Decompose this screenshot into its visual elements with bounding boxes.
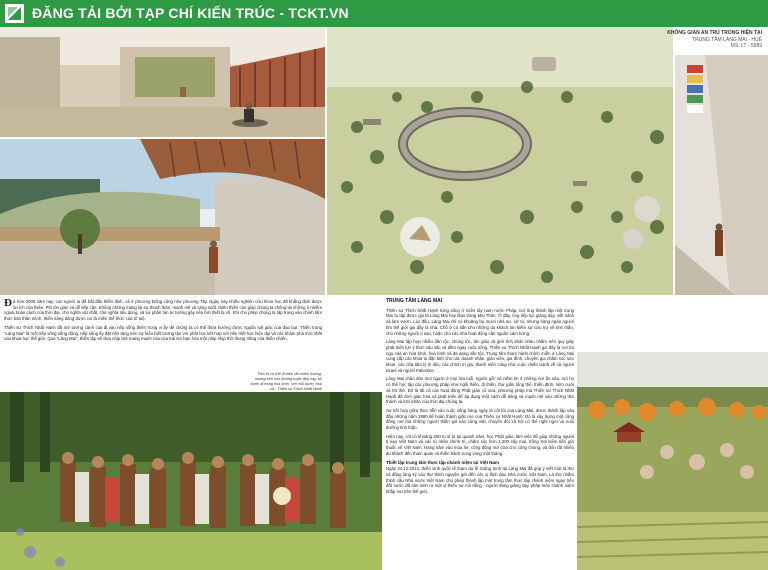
intro-text [4,299,322,345]
article-paragraph-4: Sự kết hợp giữa thực tiễn vào cuộc sống hàng ngày là cốt lõi của Làng Mai, được thành lập vào đầu những năm 1980 để hoàn thành giấc mơ của Thiền sư Nhất Hạnh: Đó là xây dựng một cộng đồng nơi mà những người thiền giả vào cùng việc chuyển đổi xã hội có thể nghỉ ngơi và nuôi dưỡng tinh thần. [386,407,574,431]
article-heading: TRUNG TÂM LÀNG MAI [386,298,443,304]
intro-dropcap: Đ [4,297,12,309]
article-paragraph-6: Ngày 24.12.2013, thiền sinh quốc tế tham dự lễ Giáng Sinh tại Làng Mai đã góp ý viết một lá thư và đồng lòng ký vào thư thỉnh nguyện gửi đến các vị lãnh đạo Nhà nước Việt Nam. Lá thư nhằm thỉnh cầu Nhà nước Việt Nam cho phép thành lập một trung tâm thực tập chánh niệm ngay trên đất nước đã sản sinh ra một vị thiền sư nổi tiếng - người đang giảng dạy pháp môn chánh niệm khắp nơi trên thế giới. [386,466,574,495]
photo-caption: Tâm trí có thể đi theo rất nhiều hướng, nhưng trên con đường tuyệt đẹp này, tôi bước đi trong hòa bình. Với mỗi bước, hoa nở - Thiền sư Thích Nhất Hạnh [250,372,322,391]
article-paragraph-5: Hiện nay, chỉ có khoảng 200 tu sĩ tu tại quanh năm, học Phật giáo, làm việc để giúp những người tị nạn Việt Nam và các tù nhân chính trị, chăm sóc hơn 1.200 cây mai, trồng trọt kiểm tiền gửi thuốc về Việt Nam. Hàng năm vào mùa hè, cộng đồng mở cửa cho công chúng, và đón rất nhiều du khách đến tham quan và thiền hành trong vòng một tháng. [386,433,574,456]
article-text [386,299,574,498]
article-paragraph-1: Thiền sư Thích Nhất Hạnh từng sống ở miền tây nam nước Pháp, nơi ông thành lập một trung tâm tu tập được gọi là Làng Mai hay Đạo tràng Mai Thôn. Ở đây, ông tiếp tục giảng dạy, viết sách và làm vườn. Lúc đầu, Làng Mai chỉ có khoảng ba mươi nhà sư, nữ tu, nhưng hàng ngàn người tìm thế giới gọi đây là nhà. Chỗ ở có sẵn cho những du khách tìm kiếm sự cứu trợ về tinh thần, cho những người tị nạn, hoặc cho các nhà hoạt động cần nguồn cảm hứng. [386,307,574,336]
intro-paragraph-1: ã hơn 2000 năm nay, con người ta đã bắt đầu thiền định, cả ở phương Đông cũng như phương Tây. Ngày nay nhiều nghiên cứu khoa học đã khẳng định được lợi ích của thiền. Phi tôn giáo và dễ tiếp cận. Không những mang lại sự thanh thản, mạnh mẽ và sáng suốt, thiền thiền còn giúp chúng ta chống lại những ô nhiễm ngoài hoàn cảnh của thời đại, chủ nghĩa vật chất, chủ nghĩa tiêu dùng, và sự phân tán tư tưởng gây nên bởi thiết bị số. Khi cho phép chúng ta tập trung vào chính tâm thức bản thân mình, thiền sàng đảng được coi là miền thế thức của trí tuệ. [4,299,322,322]
tckt-logo-icon [5,4,24,23]
landscape-photo [577,352,768,570]
sheet-title-line1: KHÔNG GIAN AN TRÚ TRONG HIỆN TẠI [667,30,762,36]
article-paragraph-2: Làng Mai tập hợp nhiều dân tộc, chủng tộc, tôn giáo và giới tính khác nhau nhằm trên quy giáy phát triển lực ý thức sâu sắc và tiềm ngay cuộc sống. Thiền sư Thích Nhất Hạnh gọi đây là nơi trú ngụ của an hòa bình, hoà bình và đa dạng sắc tộc. Trung tâm tham hành chính miền ở Làng Mai cung cấp các khóa tu đặc biệt cho các doanh nhân, giáo viên, gia đình, chuyên gia chăm sóc sức khoẻ, các nhà tâm lý trị liệu, các chính trị gia, thanh niên cũng như cuộc chiến tranh về cả người Israel và người Palestine. [386,339,574,373]
header-banner [0,0,768,27]
walkway-render [675,55,768,295]
group-photo [0,392,382,570]
aerial-site-render [327,27,673,295]
intro-paragraph-2: Thiền sư Thích Nhất Hạnh đã mở tương cảnh của đi vào nếp sống thiền trong vị ấy để chúng ta có thể thừa hưởng được nguồn tuệ giác của đạo bụt. Thiền trong "Làng Mai" là một nếp sống sống động, nếp sống ấy đặt nền tảng trên sự hiểu biết tương tận với phật học kết hợp với nền triết học hiện đại và các khám phá mới nhất của khoa học thế giới. Qua "Làng Mai", thiền tập sẽ đưa nhịp thở mang mạnh của của trái tim bạn hòa một nhịp nhịp thở thung trăng của thiền nhiên. [4,324,322,342]
sheet-title-line2: TRUNG TÂM LÀNG MAI - HUẾ [692,36,762,43]
courtyard-render [0,27,325,137]
article-paragraph-3: Làng Mai chào đón mọi người ở mọi lứa tuổi, người gốc và niềm tin ở những nơi ẩn náu, nơi họ có thể học tập các phương pháp như ngồi thiền, đi thiền, thư giãn tổng thể, thiền định, mỉm cười và hít thở. Đó là tất cả các hoạt động Phật giáo cổ xưa, phương pháp mà Thiền sư Thích Nhất Hạnh đã đơn giản hóa và phát triển để áp dụng một cách dễ dàng và mạnh mẽ vào những thử thách và khó khăn của thời đại chúng ta. [386,376,574,405]
curved-roof-render [0,139,325,295]
sheet-title [667,30,762,50]
article-subheading: Thiết lập trung tâm thực tập chánh niệm tại Việt Nam [386,459,499,465]
sheet-title-line3: MS: LT - 5989 [730,43,762,49]
banner-title: ĐĂNG TẢI BỞI TẠP CHÍ KIẾN TRÚC - TCKT.VN [32,5,349,21]
